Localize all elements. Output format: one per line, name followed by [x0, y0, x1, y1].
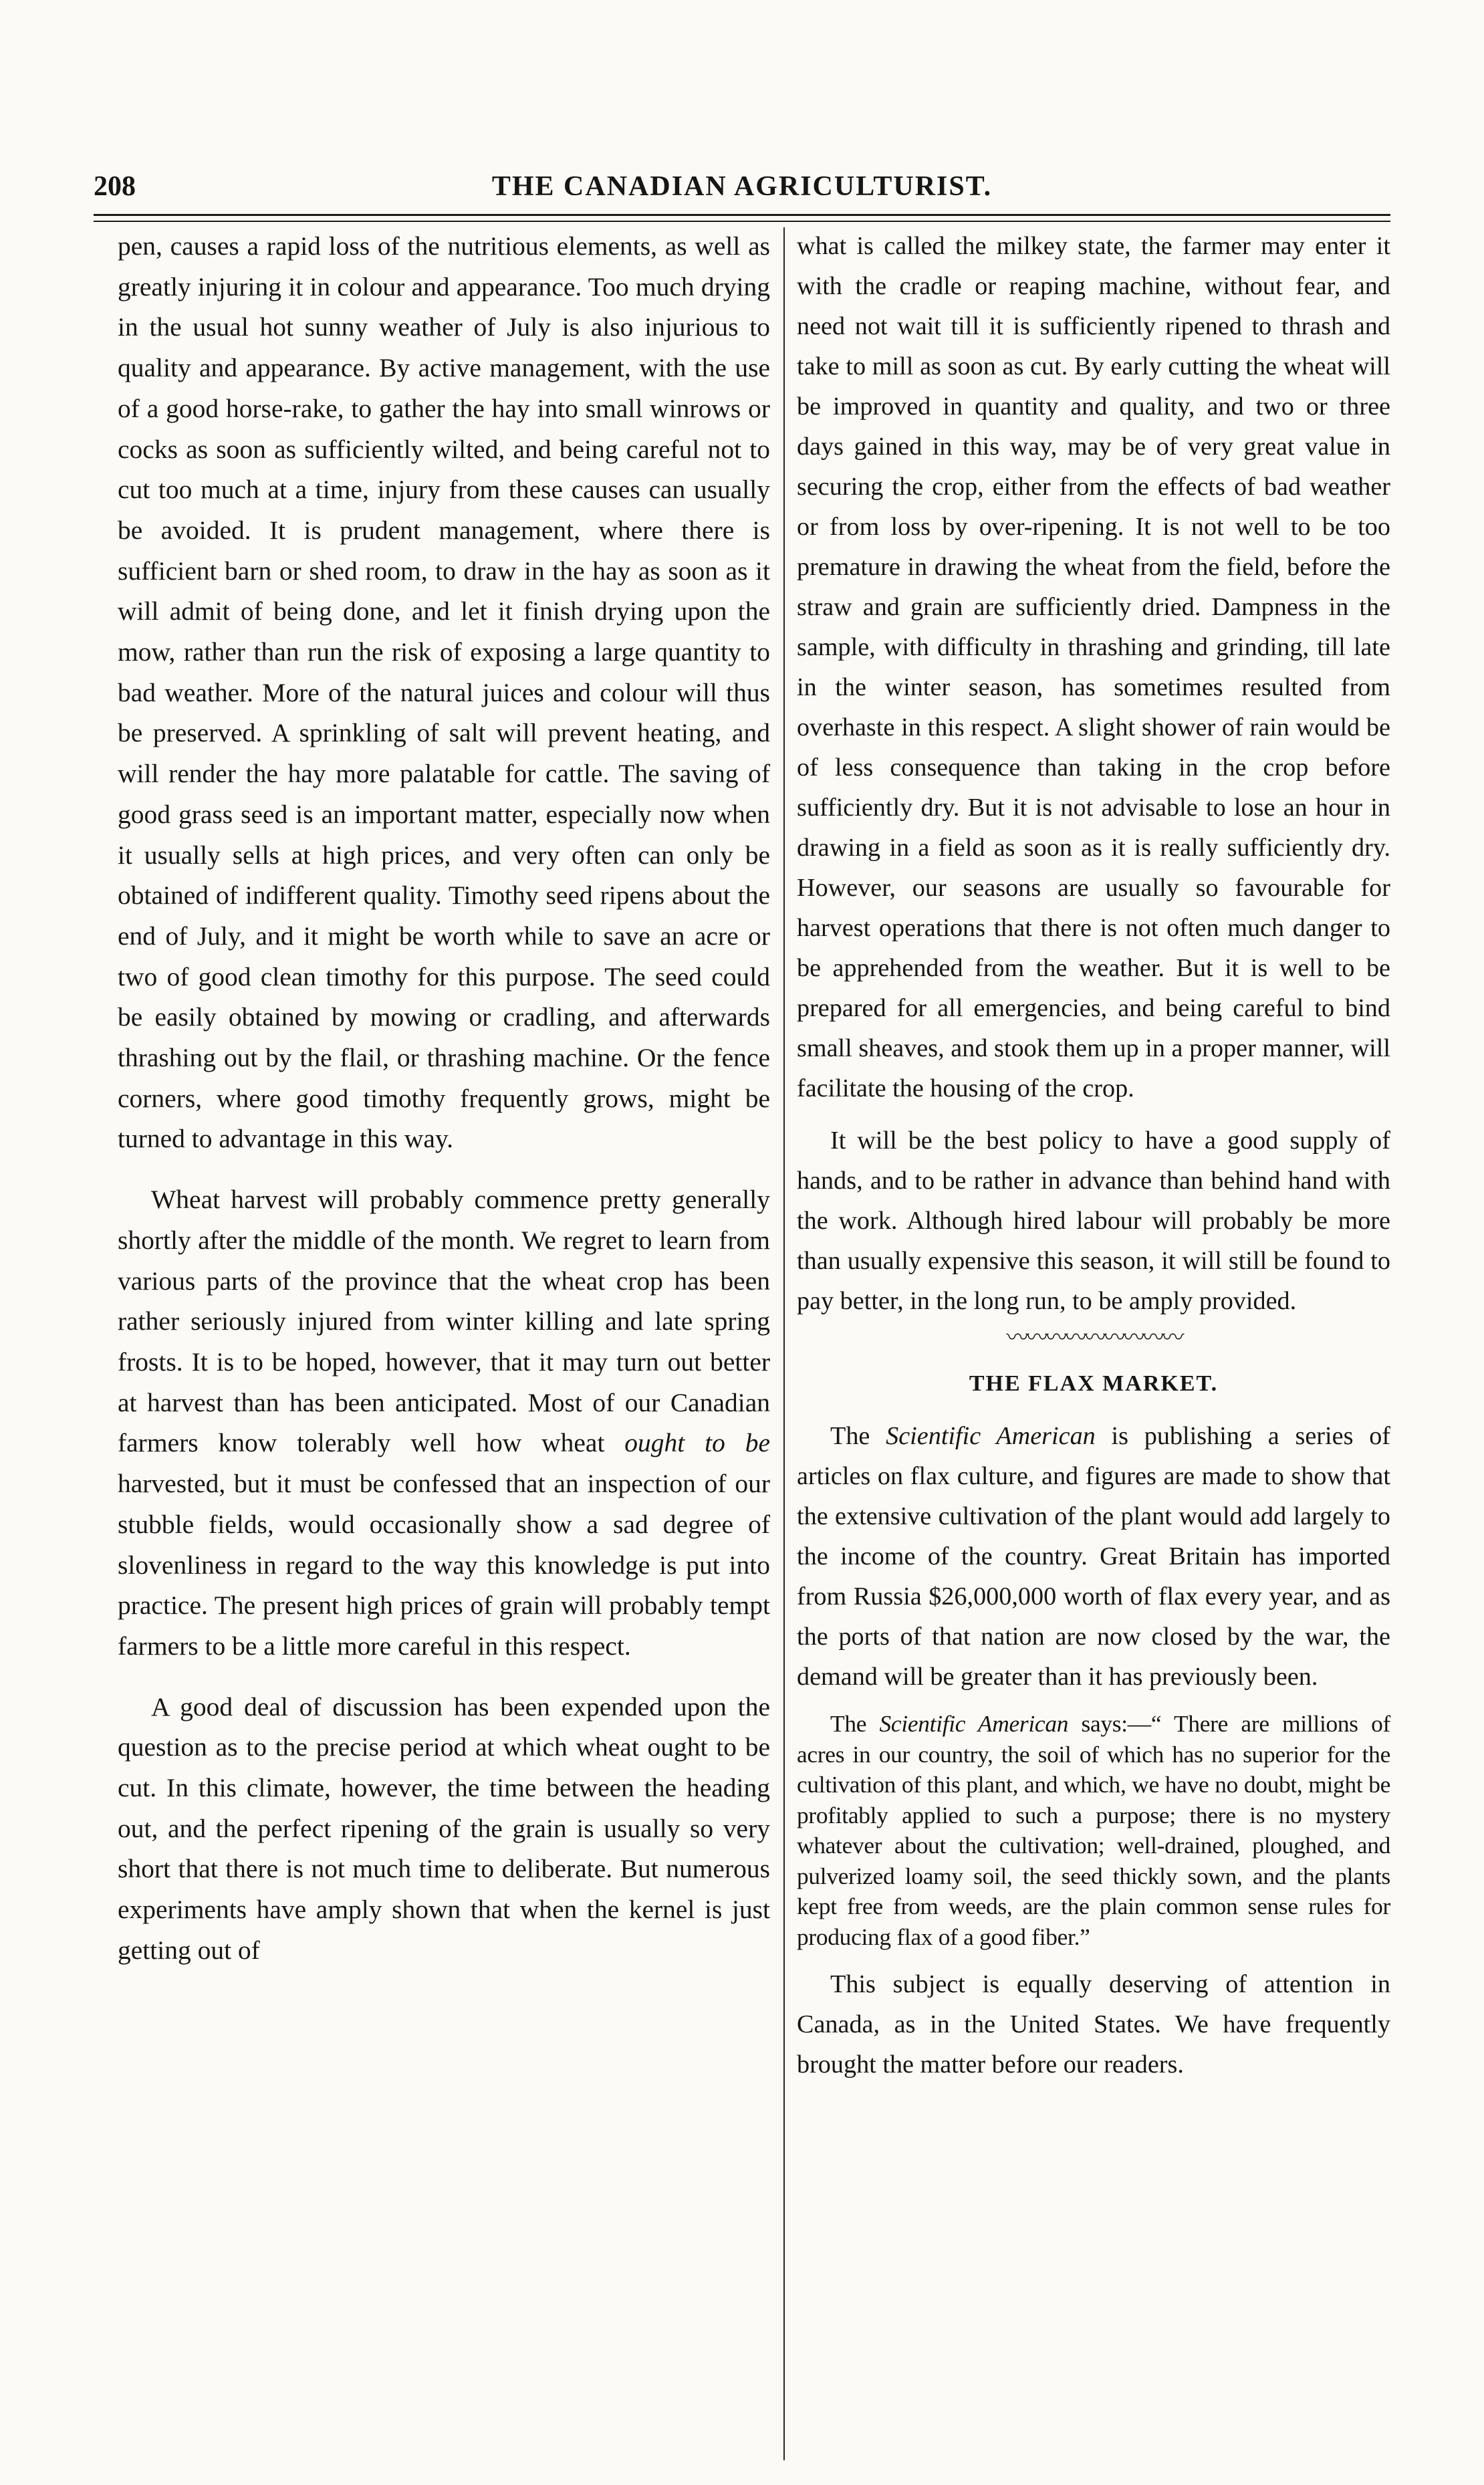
- paragraph-wheat-harvest: Wheat harvest will probably commence pretty generally shortly after the middle of the month. We regret to learn from various parts of the province that the wheat crop has been rather seriously injured from winter killing and late spring frosts. It is to be hoped, however, that it may turn out better at harvest than has been anticipated. Most of our Canadian farmers know tolerably well how wheat ought to be harvested, but it must be confessed that an inspection of our stubble fields, would occasionally show a sad degree of slovenliness in regard to the way this knowledge is put into practice. The present high prices of grain will probably tempt farmers to be a little more careful in this respect.: [118, 1185, 770, 1661]
- paragraph-canada-attention: This subject is equally deserving of attention in Canada, as in the United States. We have frequently brought the matter before our readers.: [797, 1970, 1390, 2079]
- paragraph-cutting-period: A good deal of discussion has been expended upon the question as to the precise period at which wheat ought to be cut. In this climate, however, the time between the heading out, and the perfect ripening of the grain is usually so very short that there is not much time to deliberate. But numerous experiments have amply shown that when the kernel is just getting out of: [118, 1691, 770, 1965]
- header-rule-bottom: [94, 221, 1390, 222]
- page-number: 208: [94, 171, 136, 202]
- paragraph-flax-series: The Scientific American is publishing a series of articles on flax culture, and figures are made to show that the extensive cultivation of the plant would add largely to the income of the country. Great Britain has imported from Russia $26,000,000 worth of flax every year, and as the ports of that nation are now closed by the war, the demand will be greater than it has previously been.: [797, 1422, 1391, 1691]
- paragraph-milkey-state: what is called the milkey state, the farmer may enter it with the cradle or reaping machine, without fear, and need not wait till it is sufficiently ripened to thrash and take to mill as soon as cut. By early cutting the wheat will be improved in quantity and quality, and two or three days gained in this way, may be of very great value in securing the crop, either from the effects of bad weather or from loss by over-ripening. It is not well to be too premature in drawing the wheat from the field, before the straw and grain are sufficiently dried. Dampness in the sample, with difficulty in thrashing and grinding, till late in the winter season, has sometimes resulted from overhaste in this respect. A slight shower of rain would be of less consequence than taking in the crop before sufficiently dry. But it is not advisable to lose an hour in drawing in a field as soon as it is really sufficiently dry. However, our seasons are usually so favourable for harvest operations that there is not often much danger to be apprehended from the weather. But it is well to be prepared for all emergencies, and being careful to bind small sheaves, and stook them up in a proper manner, will facilitate the housing of the crop.: [797, 232, 1390, 1102]
- paragraph-flax-quote: The Scientific American says:—“ There are millions of acres in our country, the soil of which has no superior for the cultivation of this plant, and which, we have no doubt, might be profitably applied to such a purpose; there is no mystery whatever about the cultivation; well-drained, ploughed, and pulverized loamy soil, the seed thickly sown, and the plants kept free from weeds, are the plain common sense rules for producing flax of a good fiber.”: [797, 1710, 1390, 1950]
- page-header: [94, 170, 1390, 211]
- section-heading-flax-market: THE FLAX MARKET.: [969, 1371, 1219, 1396]
- paragraph-hands-supply: It will be the best policy to have a good supply of hands, and to be rather in advance than behind hand with the work. Although hired labour will probably be more than usually expensive this season, it will still be found to pay better, in the long run, to be amply provided.: [797, 1127, 1390, 1315]
- column-divider: [783, 227, 785, 2460]
- section-ornament: 〰〰〰〰〰〰〰〰〰: [1006, 1326, 1181, 1350]
- paragraph-hay-management: pen, causes a rapid loss of the nutritious elements, as well as greatly injuring it in colour and appearance. Too much drying in the usual hot sunny weather of July is also injurious to quality and appearance. By active management, with the use of a good horse-rake, to gather the hay into small winrows or cocks as soon as sufficiently wilted, and being careful not to cut too much at a time, injury from these causes can usually be avoided. It is prudent management, where there is sufficient barn or shed room, to draw in the hay as soon as it will admit of being done, and let it finish drying upon the mow, rather than run the risk of exposing a large quantity to bad weather. More of the natural juices and colour will thus be preserved. A sprinkling of salt will prevent heating, and will render the hay more palatable for cattle. The saving of good grass seed is an important matter, especially now when it usually sells at high prices, and very often can only be obtained of indifferent quality. Timothy seed ripens about the end of July, and it might be worth while to save an acre or two of good clean timothy for this purpose. The seed could be easily obtained by mowing or cradling, and afterwards thrashing out by the flail, or thrashing machine. Or the fence corners, where good timothy frequently grows, might be turned to advantage in this way.: [118, 231, 770, 1154]
- right-column: [797, 226, 1390, 2085]
- running-title: THE CANADIAN AGRICULTURIST.: [491, 171, 993, 202]
- header-rule-top: [94, 214, 1390, 216]
- left-column: [118, 226, 770, 1971]
